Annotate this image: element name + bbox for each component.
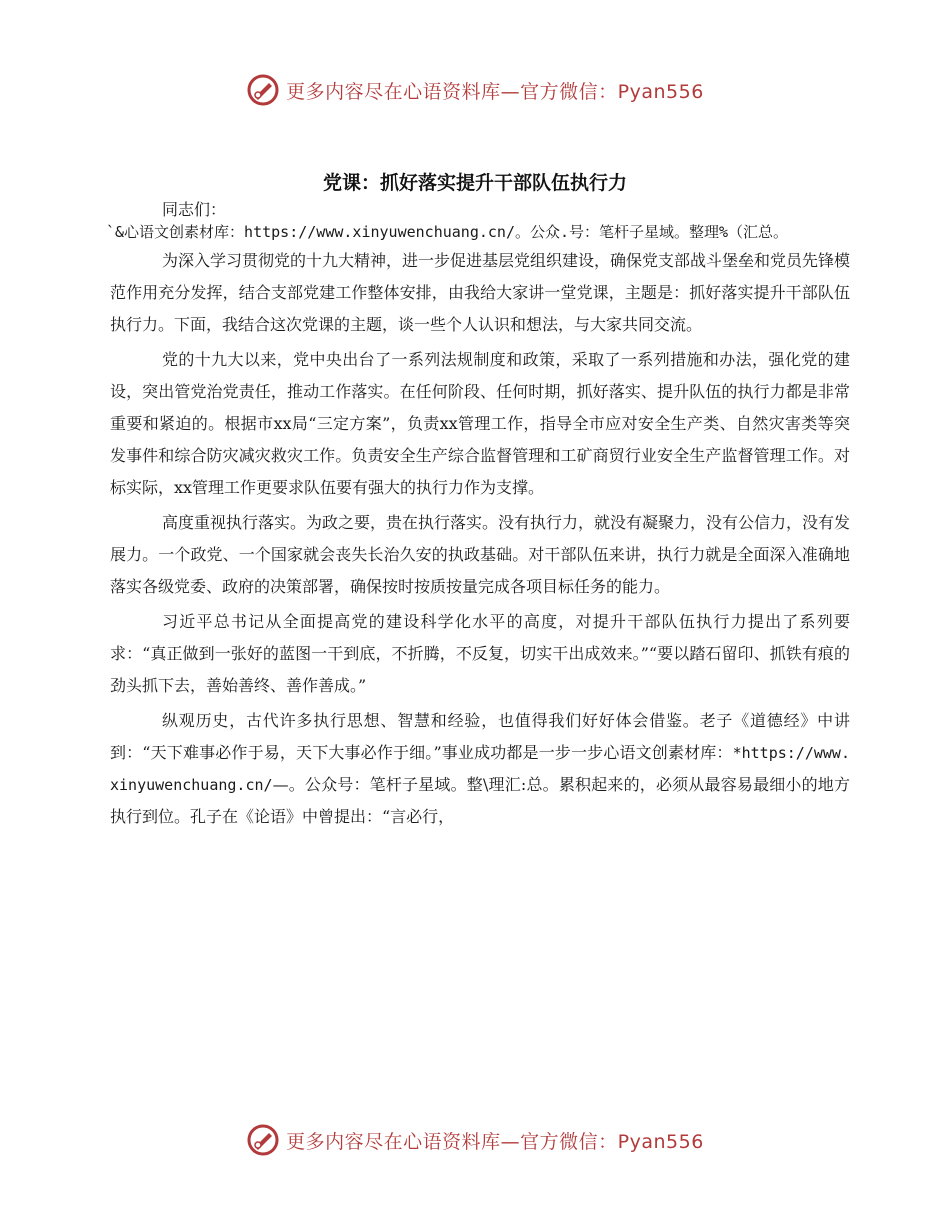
paragraph-text: 纵观历史，古代许多执行思想、智慧和经验，也值得我们好好体会借鉴。老子《道德经》中讲到：“天下难事必作于易，天下大事必作于细。”事业成功都是一步一步心语文创素材库： [110,711,850,762]
header-banner [0,70,950,110]
footer-banner [0,1120,950,1160]
document-body [106,198,851,836]
paragraph: 为深入学习贯彻党的十九大精神，进一步促进基层党组织建设，确保党支部战斗堡垒和党员先锋模范作用充分发挥，结合支部党建工作整体安排，由我给大家讲一堂党课，主题是：抓好落实提升干部队伍执行力。下面，我结合这次党课的主题，谈一些个人认识和想法，与大家共同交流。 [110,251,851,334]
pen-logo-icon [246,1123,280,1157]
paragraph: 习近平总书记从全面提高党的建设科学化水平的高度，对提升干部队伍执行力提出了系列要求：“真正做到一张好的蓝图一干到底，不折腾，不反复，切实干出成效来。”“要以踏石留印、抓铁有痕的劲头抓下去，善始善终、善作善成。” [110,612,850,695]
banner-text: 更多内容尽在心语资料库—官方微信：Pyan556 [286,80,704,103]
pen-logo-icon [246,73,280,107]
watermark-line: `&心语文创素材库：https://www.xinyuwenchuang.cn/。公众.号：笔杆子星域。整理%（汇总。 [106,223,789,241]
paragraph: 党的十九大以来，党中央出台了一系列法规制度和政策，采取了一系列措施和办法，强化党的建设，突出管党治党责任，推动工作落实。在任何阶段、任何时期，抓好落实、提升队伍的执行力都是非常重要和紧迫的。根据市xx局“三定方案”，负责xx管理工作，指导全市应对安全生产类、自然灾害类等突发事件和综合防灾减灾救灾工作。负责安全生产综合监督管理和工矿商贸行业安全生产监督管理工作。对标实际，xx管理工作更要求队伍要有强大的执行力作为支撑。 [110,350,850,497]
document-title: 党课：抓好落实提升干部队伍执行力 [322,172,627,194]
paragraph-text: —。公众号：笔杆子星域。整\理汇:总。累积起来的，必须从最容易最细小的地方执行到位。孔子在《论语》中曾提出：“言必行， [110,775,850,826]
banner-text: 更多内容尽在心语资料库—官方微信：Pyan556 [286,1130,704,1153]
salutation: 同志们： [162,200,227,219]
paragraph [110,705,850,833]
paragraph: 高度重视执行落实。为政之要，贵在执行落实。没有执行力，就没有凝聚力，没有公信力，没有发展力。一个政党、一个国家就会丧失长治久安的执政基础。对干部队伍来讲，执行力就是全面深入准确地落实各级党委、政府的决策部署，确保按时按质按量完成各项目标任务的能力。 [110,513,851,596]
inline-url: *https://www.xinyuwenchuang.cn/ [110,744,850,794]
